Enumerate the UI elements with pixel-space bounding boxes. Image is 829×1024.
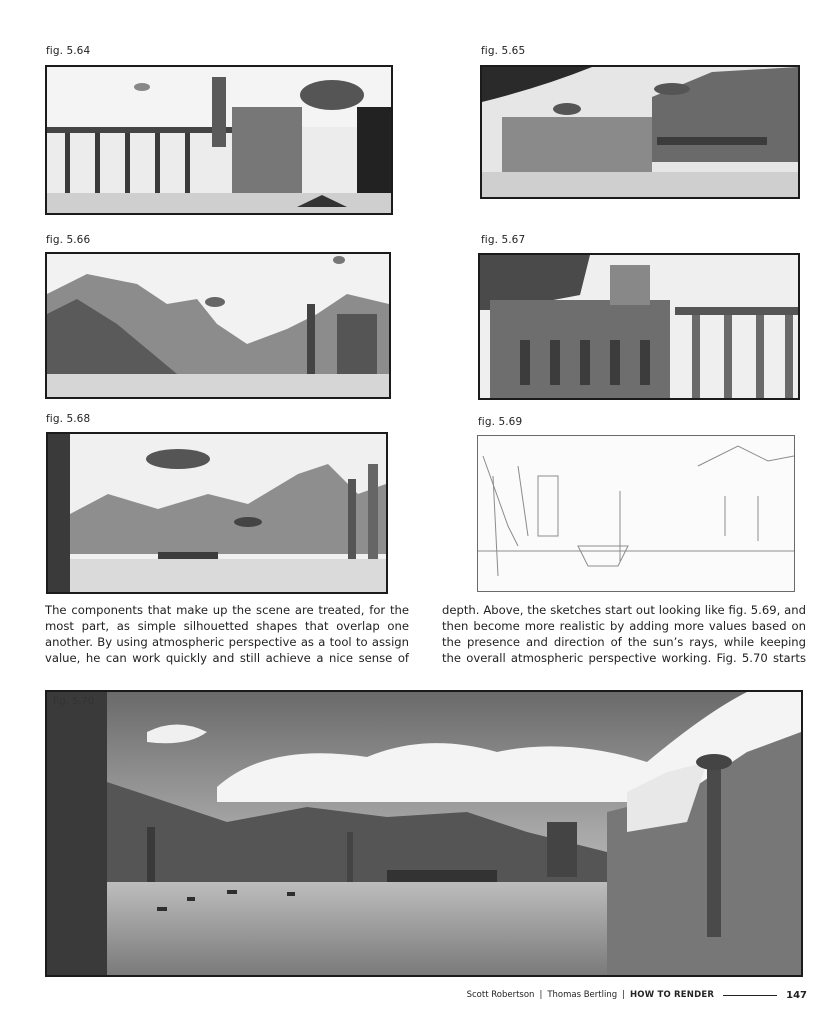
- caption-fig-5-67: fig. 5.67: [481, 234, 526, 246]
- caption-fig-5-65: fig. 5.65: [481, 45, 526, 57]
- sketch-fig-5-66: [45, 252, 391, 399]
- sketch-fig-5-67: [478, 253, 800, 400]
- footer-separator-2: |: [622, 990, 625, 1000]
- caption-fig-5-64: fig. 5.64: [46, 45, 91, 57]
- footer-book-title: HOW TO RENDER: [629, 990, 715, 1000]
- sketch-fig-5-70: [45, 690, 803, 977]
- page-number: 147: [786, 989, 807, 1001]
- footer-rule: [723, 995, 777, 996]
- sketch-fig-5-68: [46, 432, 388, 594]
- body-text-right: depth. Above, the sketches start out looking like fig. 5.69, and then become more realistic by adding more values based on the presence and direction of the sun’s rays, while keeping the overall atmospheric perspective working. Fig. 5.70 starts: [442, 603, 806, 665]
- caption-fig-5-70: fig. 5.70: [53, 696, 95, 707]
- caption-fig-5-69: fig. 5.69: [478, 416, 523, 428]
- caption-fig-5-66: fig. 5.66: [46, 234, 91, 246]
- sketch-fig-5-64: [45, 65, 393, 215]
- footer-separator: |: [539, 990, 543, 1000]
- page-footer: [467, 988, 807, 1002]
- caption-fig-5-68: fig. 5.68: [46, 413, 91, 425]
- footer-author-2: Thomas Bertling: [547, 990, 618, 1000]
- body-text-left: The components that make up the scene are treated, for the most part, as simple silhouetted shapes that overlap one another. By using atmospheric perspective as a tool to assign value, he can work quickly and still achieve a nice sense of: [45, 603, 409, 665]
- footer-author-1: Scott Robertson: [466, 990, 535, 1000]
- sketch-fig-5-65: [480, 65, 800, 199]
- sketch-fig-5-69: [477, 435, 795, 592]
